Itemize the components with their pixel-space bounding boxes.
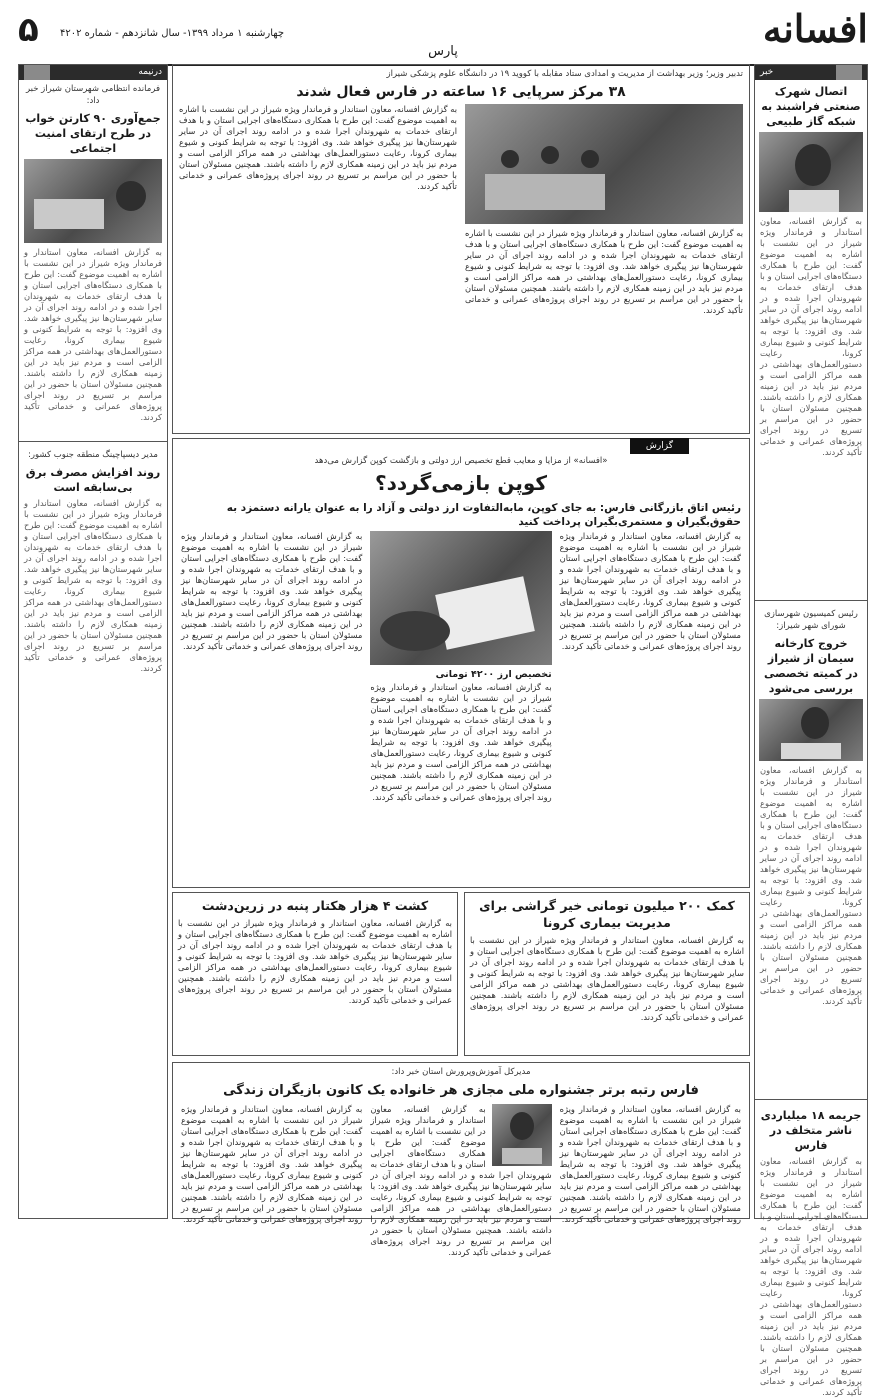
masthead	[18, 6, 868, 62]
cotton-story-title: کشت ۴ هزار هکتار پنبه در زرین‌دشت	[201, 898, 429, 913]
left-column-header-label: درنیمه	[138, 67, 162, 77]
covid-article-title: ۳۸ مرکز سرپایی ۱۶ ساعته در فارس فعال شدند	[296, 84, 626, 100]
donation-story-title: کمک ۲۰۰ میلیون تومانی خیر گراشی برای مدیریت بیماری کرونا	[479, 898, 735, 930]
education-article-body-left: به گزارش افسانه، معاون استاندار و فرماندار ویژه شیراز در این نشست با اشاره به اهمیت موضوع گفت: این طرح با همکاری دستگاه‌های اجرایی استان و با هدف ارتقای خدمات به شهروندان اجرا شده و در ادامه روند اجرای آن در سایر شهرستان‌ها نیز پیگیری خواهد شد. وی افزود: با توجه به شرایط کنونی و شیوع بیماری کرونا، رعایت دستورالعمل‌های بهداشتی در همه مراکز الزامی است و مردم نیز باید در این زمینه همکاری لازم را داشته باشند. همچنین مسئولان استان با حضور در این مراسم بر تسریع در روند اجرای پروژه‌های عمرانی و خدماتی تأکید کردند.	[181, 1104, 363, 1224]
gas-story-portrait	[759, 132, 863, 212]
left-news-column	[18, 64, 168, 1219]
power-story-title: روند افزایش مصرف برق بی‌سابقه است	[25, 466, 161, 494]
section-name: پارس	[428, 44, 458, 59]
meeting-photo	[465, 104, 743, 224]
page-number: ۵	[18, 10, 39, 50]
coupon-report-body-right: به گزارش افسانه، معاون استاندار و فرماندار ویژه شیراز در این نشست با اشاره به اهمیت موضوع گفت: این طرح با همکاری دستگاه‌های اجرایی استان و با هدف ارتقای خدمات به شهروندان اجرا شده و در ادامه روند اجرای آن در سایر شهرستان‌ها نیز پیگیری خواهد شد. وی افزود: با توجه به شرایط کنونی و شیوع بیماری کرونا، رعایت دستورالعمل‌های بهداشتی در همه مراکز الزامی است و مردم نیز باید در این زمینه همکاری لازم را داشته باشند. همچنین مسئولان استان با حضور در این مراسم بر تسریع در روند اجرای پروژه‌های عمرانی و خدماتی تأکید کردند.	[559, 531, 741, 651]
homeless-story-title: جمع‌آوری ۹۰ کارتن خواب در طرح ارتقای امنیت اجتماعی	[25, 112, 161, 155]
covid-article-body-left: به گزارش افسانه، معاون استاندار و فرماندار ویژه شیراز در این نشست با اشاره به اهمیت موضوع گفت: این طرح با همکاری دستگاه‌های اجرایی استان و با هدف ارتقای خدمات به شهروندان اجرا شده و در ادامه روند اجرای آن در سایر شهرستان‌ها نیز پیگیری خواهد شد. وی افزود: با توجه به شرایط کنونی و شیوع بیماری کرونا، رعایت دستورالعمل‌های بهداشتی در همه مراکز الزامی است و مردم نیز باید در این زمینه همکاری لازم را داشته باشند. همچنین مسئولان استان با حضور در این مراسم بر تسریع در روند اجرای پروژه‌های عمرانی و خدماتی تأکید کردند.	[465, 228, 743, 315]
header-tab-icon	[836, 65, 862, 80]
covid-article-kicker: تدبیر وزیر؛ وزیر بهداشت از مدیریت و امدادی ستاد مقابله با کووید ۱۹ در دانشگاه علوم پزشکی شیراز	[386, 69, 743, 79]
right-news-column	[754, 64, 868, 1397]
center-content	[172, 64, 750, 1257]
report-tag: گزارش	[630, 438, 689, 454]
coupon-report-kicker: «افسانه» از مزایا و معایب قطع تخصیص ارز دولتی و بازگشت کوپن گزارش می‌دهد	[314, 456, 608, 466]
cement-story-title: خروج کارخانه سیمان از شیراز در کمیته تخصصی بررسی می‌شود	[764, 637, 858, 695]
power-story-body: به گزارش افسانه، معاون استاندار و فرماندار ویژه شیراز در این نشست با اشاره به اهمیت موضوع گفت: این طرح با همکاری دستگاه‌های اجرایی استان و با هدف ارتقای خدمات به شهروندان اجرا شده و در ادامه روند اجرای آن در سایر شهرستان‌ها نیز پیگیری خواهد شد. وی افزود: با توجه به شرایط کنونی و شیوع بیماری کرونا، رعایت دستورالعمل‌های بهداشتی در همه مراکز الزامی است و مردم نیز باید در این زمینه همکاری لازم را داشته باشند. همچنین مسئولان استان با حضور در این مراسم بر تسریع در روند اجرای پروژه‌های عمرانی و خدماتی تأکید کردند.	[24, 498, 162, 673]
education-article-kicker: مدیرکل آموزش‌وپرورش استان خبر داد:	[391, 1067, 531, 1077]
cement-story-body: به گزارش افسانه، معاون استاندار و فرماندار ویژه شیراز در این نشست با اشاره به اهمیت موضوع گفت: این طرح با همکاری دستگاه‌های اجرایی استان و با هدف ارتقای خدمات به شهروندان اجرا شده و در ادامه روند اجرای آن در سایر شهرستان‌ها نیز پیگیری خواهد شد. وی افزود: با توجه به شرایط کنونی و شیوع بیماری کرونا، رعایت دستورالعمل‌های بهداشتی در همه مراکز الزامی است و مردم نیز باید در این زمینه همکاری لازم را داشته باشند. همچنین مسئولان استان با حضور در این مراسم بر تسریع در روند اجرای پروژه‌های عمرانی و خدماتی تأکید کردند.	[760, 765, 862, 1006]
publisher-fine-title: جریمه ۱۸ میلیاردی ناشر متخلف در فارس	[760, 1109, 862, 1152]
newspaper-logo: افسانه	[762, 6, 868, 51]
donation-story	[464, 892, 750, 1056]
right-column-header	[755, 65, 867, 80]
education-article-body-right: به گزارش افسانه، معاون استاندار و فرماندار ویژه شیراز در این نشست با اشاره به اهمیت موضوع گفت: این طرح با همکاری دستگاه‌های اجرایی استان و با هدف ارتقای خدمات به شهروندان اجرا شده و در ادامه روند اجرای آن در سایر شهرستان‌ها نیز پیگیری خواهد شد. وی افزود: با توجه به شرایط کنونی و شیوع بیماری کرونا، رعایت دستورالعمل‌های بهداشتی در همه مراکز الزامی است و مردم نیز باید در این زمینه همکاری لازم را داشته باشند. همچنین مسئولان استان با حضور در این مراسم بر تسریع در روند اجرای پروژه‌های عمرانی و خدماتی تأکید کردند.	[559, 1104, 741, 1224]
homeless-story-kicker: فرمانده انتظامی شهرستان شیراز خبر داد:	[25, 84, 161, 106]
power-story-kicker: مدیر دیسپاچینگ منطقه جنوب کشور:	[28, 450, 158, 460]
bottom-stories-row	[172, 892, 750, 1056]
header-tab-icon	[24, 65, 50, 80]
cement-story-portrait	[759, 699, 863, 761]
gas-story-title: اتصال شهرک صنعتی فراشبند به شبکه گاز طبیعی	[761, 85, 861, 128]
covid-article-body-right: به گزارش افسانه، معاون استاندار و فرماندار ویژه شیراز در این نشست با اشاره به اهمیت موضوع گفت: این طرح با همکاری دستگاه‌های اجرایی استان و با هدف ارتقای خدمات به شهروندان اجرا شده و در ادامه روند اجرای آن در سایر شهرستان‌ها نیز پیگیری خواهد شد. وی افزود: با توجه به شرایط کنونی و شیوع بیماری کرونا، رعایت دستورالعمل‌های بهداشتی در همه مراکز الزامی است و مردم نیز باید در این زمینه همکاری لازم را داشته باشند. همچنین مسئولان استان با حضور در این مراسم بر تسریع در روند اجرای پروژه‌های عمرانی و خدماتی تأکید کردند.	[179, 104, 457, 191]
cotton-story	[172, 892, 458, 1056]
dateline: چهارشنبه ۱ مرداد ۱۳۹۹- سال شانزدهم - شماره ۴۲۰۲	[60, 28, 285, 39]
homeless-story-photo	[24, 159, 162, 243]
cement-story-kicker: رئیس کمیسیون شهرسازی شورای شهر شیراز:	[764, 609, 858, 631]
coupon-photo	[370, 531, 551, 665]
education-article-title: فارس رتبه برتر جشنواره ملی مجازی هر خانواده یک کانون بازیگران زندگی	[223, 1083, 699, 1098]
publisher-fine-body: به گزارش افسانه، معاون استاندار و فرماندار ویژه شیراز در این نشست با اشاره به اهمیت موضوع گفت: این طرح با همکاری دستگاه‌های اجرایی استان و با هدف ارتقای خدمات به شهروندان اجرا شده و در ادامه روند اجرای آن در سایر شهرستان‌ها نیز پیگیری خواهد شد. وی افزود: با توجه به شرایط کنونی و شیوع بیماری کرونا، رعایت دستورالعمل‌های بهداشتی در همه مراکز الزامی است و مردم نیز باید در این زمینه همکاری لازم را داشته باشند. همچنین مسئولان استان با حضور در این مراسم بر تسریع در روند اجرای پروژه‌های عمرانی و خدماتی تأکید کردند.	[760, 1156, 862, 1397]
coupon-report-article	[172, 438, 750, 888]
coupon-report-title: کوپن بازمی‌گردد؟	[375, 471, 547, 495]
coupon-report-subtitle: رئیس اتاق بازرگانی فارس: به جای کوپن، مابه‌التفاوت ارز دولتی و آزاد را به عنوان یارانه دستمزد به حقوق‌بگیران و مستمری‌بگیران پرداخت کنید	[226, 502, 741, 528]
left-column-header	[19, 65, 167, 80]
coupon-inline-heading: تخصیص ارز ۴۲۰۰ تومانی	[435, 669, 552, 680]
coupon-report-body-middle: به گزارش افسانه، معاون استاندار و فرماندار ویژه شیراز در این نشست با اشاره به اهمیت موضوع گفت: این طرح با همکاری دستگاه‌های اجرایی استان و با هدف ارتقای خدمات به شهروندان اجرا شده و در ادامه روند اجرای آن در سایر شهرستان‌ها نیز پیگیری خواهد شد. وی افزود: با توجه به شرایط کنونی و شیوع بیماری کرونا، رعایت دستورالعمل‌های بهداشتی در همه مراکز الزامی است و مردم نیز باید در این زمینه همکاری لازم را داشته باشند. همچنین مسئولان استان با حضور در این مراسم بر تسریع در روند اجرای پروژه‌های عمرانی و خدماتی تأکید کردند.	[370, 682, 552, 802]
right-column-header-label: خبر	[760, 67, 774, 77]
official-photo	[492, 1104, 552, 1166]
education-article-body-middle: به گزارش افسانه، معاون استاندار و فرماندار ویژه شیراز در این نشست با اشاره به اهمیت موضوع گفت: این طرح با همکاری دستگاه‌های اجرایی استان و با هدف ارتقای خدمات به شهروندان اجرا شده و در ادامه روند اجرای آن در سایر شهرستان‌ها نیز پیگیری خواهد شد. وی افزود: با توجه به شرایط کنونی و شیوع بیماری کرونا، رعایت دستورالعمل‌های بهداشتی در همه مراکز الزامی است و مردم نیز باید در این زمینه همکاری لازم را داشته باشند. همچنین مسئولان استان با حضور در این مراسم بر تسریع در روند اجرای پروژه‌های عمرانی و خدماتی تأکید کردند.	[370, 1104, 552, 1257]
covid-centers-article	[172, 64, 750, 434]
education-festival-article	[172, 1062, 750, 1257]
cotton-story-body: به گزارش افسانه، معاون استاندار و فرماندار ویژه شیراز در این نشست با اشاره به اهمیت موضوع گفت: این طرح با همکاری دستگاه‌های اجرایی استان و با هدف ارتقای خدمات به شهروندان اجرا شده و در ادامه روند اجرای آن در سایر شهرستان‌ها نیز پیگیری خواهد شد. وی افزود: با توجه به شرایط کنونی و شیوع بیماری کرونا، رعایت دستورالعمل‌های بهداشتی در همه مراکز الزامی است و مردم نیز باید در این زمینه همکاری لازم را داشته باشند. همچنین مسئولان استان با حضور در این مراسم بر تسریع در روند اجرای پروژه‌های عمرانی و خدماتی تأکید کردند.	[178, 918, 452, 1005]
coupon-report-body-left: به گزارش افسانه، معاون استاندار و فرماندار ویژه شیراز در این نشست با اشاره به اهمیت موضوع گفت: این طرح با همکاری دستگاه‌های اجرایی استان و با هدف ارتقای خدمات به شهروندان اجرا شده و در ادامه روند اجرای آن در سایر شهرستان‌ها نیز پیگیری خواهد شد. وی افزود: با توجه به شرایط کنونی و شیوع بیماری کرونا، رعایت دستورالعمل‌های بهداشتی در همه مراکز الزامی است و مردم نیز باید در این زمینه همکاری لازم را داشته باشند. همچنین مسئولان استان با حضور در این مراسم بر تسریع در روند اجرای پروژه‌های عمرانی و خدماتی تأکید کردند.	[181, 531, 363, 651]
donation-story-body: به گزارش افسانه، معاون استاندار و فرماندار ویژه شیراز در این نشست با اشاره به اهمیت موضوع گفت: این طرح با همکاری دستگاه‌های اجرایی استان و با هدف ارتقای خدمات به شهروندان اجرا شده و در ادامه روند اجرای آن در سایر شهرستان‌ها نیز پیگیری خواهد شد. وی افزود: با توجه به شرایط کنونی و شیوع بیماری کرونا، رعایت دستورالعمل‌های بهداشتی در همه مراکز الزامی است و مردم نیز باید در این زمینه همکاری لازم را داشته باشند. همچنین مسئولان استان با حضور در این مراسم بر تسریع در روند اجرای پروژه‌های عمرانی و خدماتی تأکید کردند.	[470, 935, 744, 1022]
homeless-story-body: به گزارش افسانه، معاون استاندار و فرماندار ویژه شیراز در این نشست با اشاره به اهمیت موضوع گفت: این طرح با همکاری دستگاه‌های اجرایی استان و با هدف ارتقای خدمات به شهروندان اجرا شده و در ادامه روند اجرای آن در سایر شهرستان‌ها نیز پیگیری خواهد شد. وی افزود: با توجه به شرایط کنونی و شیوع بیماری کرونا، رعایت دستورالعمل‌های بهداشتی در همه مراکز الزامی است و مردم نیز باید در این زمینه همکاری لازم را داشته باشند. همچنین مسئولان استان با حضور در این مراسم بر تسریع در روند اجرای پروژه‌های عمرانی و خدماتی تأکید کردند.	[24, 247, 162, 422]
gas-story-body: به گزارش افسانه، معاون استاندار و فرماندار ویژه شیراز در این نشست با اشاره به اهمیت موضوع گفت: این طرح با همکاری دستگاه‌های اجرایی استان و با هدف ارتقای خدمات به شهروندان اجرا شده و در ادامه روند اجرای آن در سایر شهرستان‌ها نیز پیگیری خواهد شد. وی افزود: با توجه به شرایط کنونی و شیوع بیماری کرونا، رعایت دستورالعمل‌های بهداشتی در همه مراکز الزامی است و مردم نیز باید در این زمینه همکاری لازم را داشته باشند. همچنین مسئولان استان با حضور در این مراسم بر تسریع در روند اجرای پروژه‌های عمرانی و خدماتی تأکید کردند.	[760, 216, 862, 457]
